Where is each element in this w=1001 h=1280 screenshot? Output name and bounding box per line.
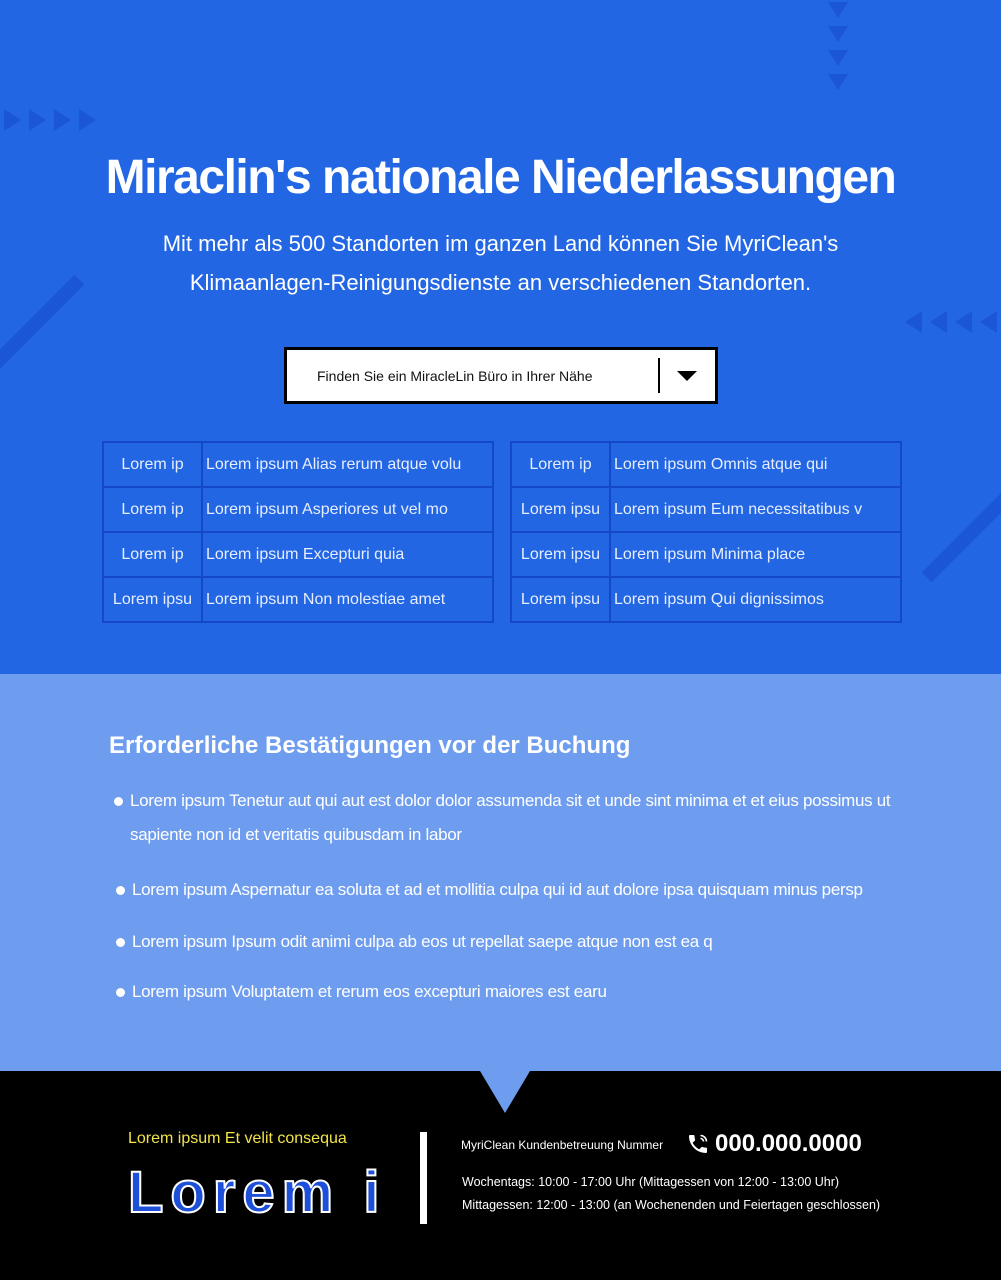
list-item-text: Lorem ipsum Voluptatem et rerum eos excepturi maiores est earu (132, 982, 607, 1001)
table-row (511, 442, 901, 487)
dropdown-divider (658, 358, 660, 393)
bullet-icon (116, 988, 125, 997)
location-value: Lorem ipsum Alias rerum atque volu (202, 442, 493, 487)
list-item-text: Lorem ipsum Aspernatur ea soluta et ad et mollitia culpa qui id aut dolore ipsa quisquam minus persp (132, 880, 863, 899)
hero-subtitle (100, 224, 901, 302)
phone-number[interactable]: 000.000.0000 (715, 1130, 862, 1157)
section-pointer-notch (480, 1071, 530, 1113)
footer-tagline: Lorem ipsum Et velit consequa (128, 1130, 347, 1147)
list-item (132, 975, 932, 1009)
opening-hours-weekdays: Wochentags: 10:00 - 17:00 Uhr (Mittagessen von 12:00 - 13:00 Uhr) (462, 1175, 840, 1189)
location-value: Lorem ipsum Excepturi quia (202, 532, 493, 577)
location-value: Lorem ipsum Non molestiae amet (202, 577, 493, 622)
decorative-stripe (922, 488, 1001, 583)
location-key: Lorem ipsu (511, 487, 610, 532)
decorative-stripe (0, 275, 84, 370)
page-title: Miraclin's nationale Niederlassungen (105, 151, 896, 204)
bullet-icon (116, 886, 125, 895)
locations-table-left (102, 441, 494, 623)
confirmations-section (0, 674, 1001, 1071)
confirmations-title: Erforderliche Bestätigungen vor der Buchung (109, 732, 631, 759)
hero-subtitle-line: Klimaanlagen-Reinigungsdienste an verschiedenen Standorten. (189, 270, 812, 295)
location-key: Lorem ipsu (511, 577, 610, 622)
office-finder-label: Finden Sie ein MiracleLin Büro in Ihrer Nähe (317, 368, 593, 384)
list-item-text: Lorem ipsum Ipsum odit animi culpa ab eos ut repellat saepe atque non est ea q (132, 932, 713, 951)
location-key: Lorem ip (103, 487, 202, 532)
table-row (103, 577, 493, 622)
location-value: Lorem ipsum Omnis atque qui (610, 442, 901, 487)
table-row (511, 577, 901, 622)
location-value: Lorem ipsum Qui dignissimos (610, 577, 901, 622)
footer (0, 1071, 1001, 1280)
list-item-text: Lorem ipsum Tenetur aut qui aut est dolor dolor assumenda sit et unde sint minima et et eius possimus ut sapiente non id et veritatis quibusdam in labor (130, 791, 891, 844)
hero-subtitle-line: Mit mehr als 500 Standorten im ganzen Land können Sie MyriClean's (162, 231, 839, 256)
location-key: Lorem ip (103, 532, 202, 577)
location-key: Lorem ip (103, 442, 202, 487)
chevron-down-icon[interactable] (677, 371, 697, 381)
brand-logo-text: Lorem i (128, 1160, 387, 1225)
location-key: Lorem ip (511, 442, 610, 487)
table-row (103, 442, 493, 487)
table-row (511, 487, 901, 532)
locations-table-right (510, 441, 902, 623)
hotline-label: MyriClean Kundenbetreuung Nummer (461, 1138, 664, 1152)
location-value: Lorem ipsum Asperiores ut vel mo (202, 487, 493, 532)
location-key: Lorem ipsu (511, 532, 610, 577)
table-row (511, 532, 901, 577)
table-row (103, 487, 493, 532)
list-item (132, 925, 932, 959)
location-key: Lorem ipsu (103, 577, 202, 622)
footer-divider (420, 1132, 427, 1224)
list-item (130, 784, 910, 852)
bullet-icon (114, 797, 123, 806)
phone-icon (686, 1132, 710, 1156)
location-value: Lorem ipsum Eum necessitatibus v (610, 487, 901, 532)
bullet-icon (116, 938, 125, 947)
location-value: Lorem ipsum Minima place (610, 532, 901, 577)
table-row (103, 532, 493, 577)
office-finder-dropdown[interactable] (284, 347, 718, 404)
opening-hours-lunch: Mittagessen: 12:00 - 13:00 (an Wochenenden und Feiertagen geschlossen) (462, 1198, 881, 1212)
list-item (132, 873, 932, 907)
